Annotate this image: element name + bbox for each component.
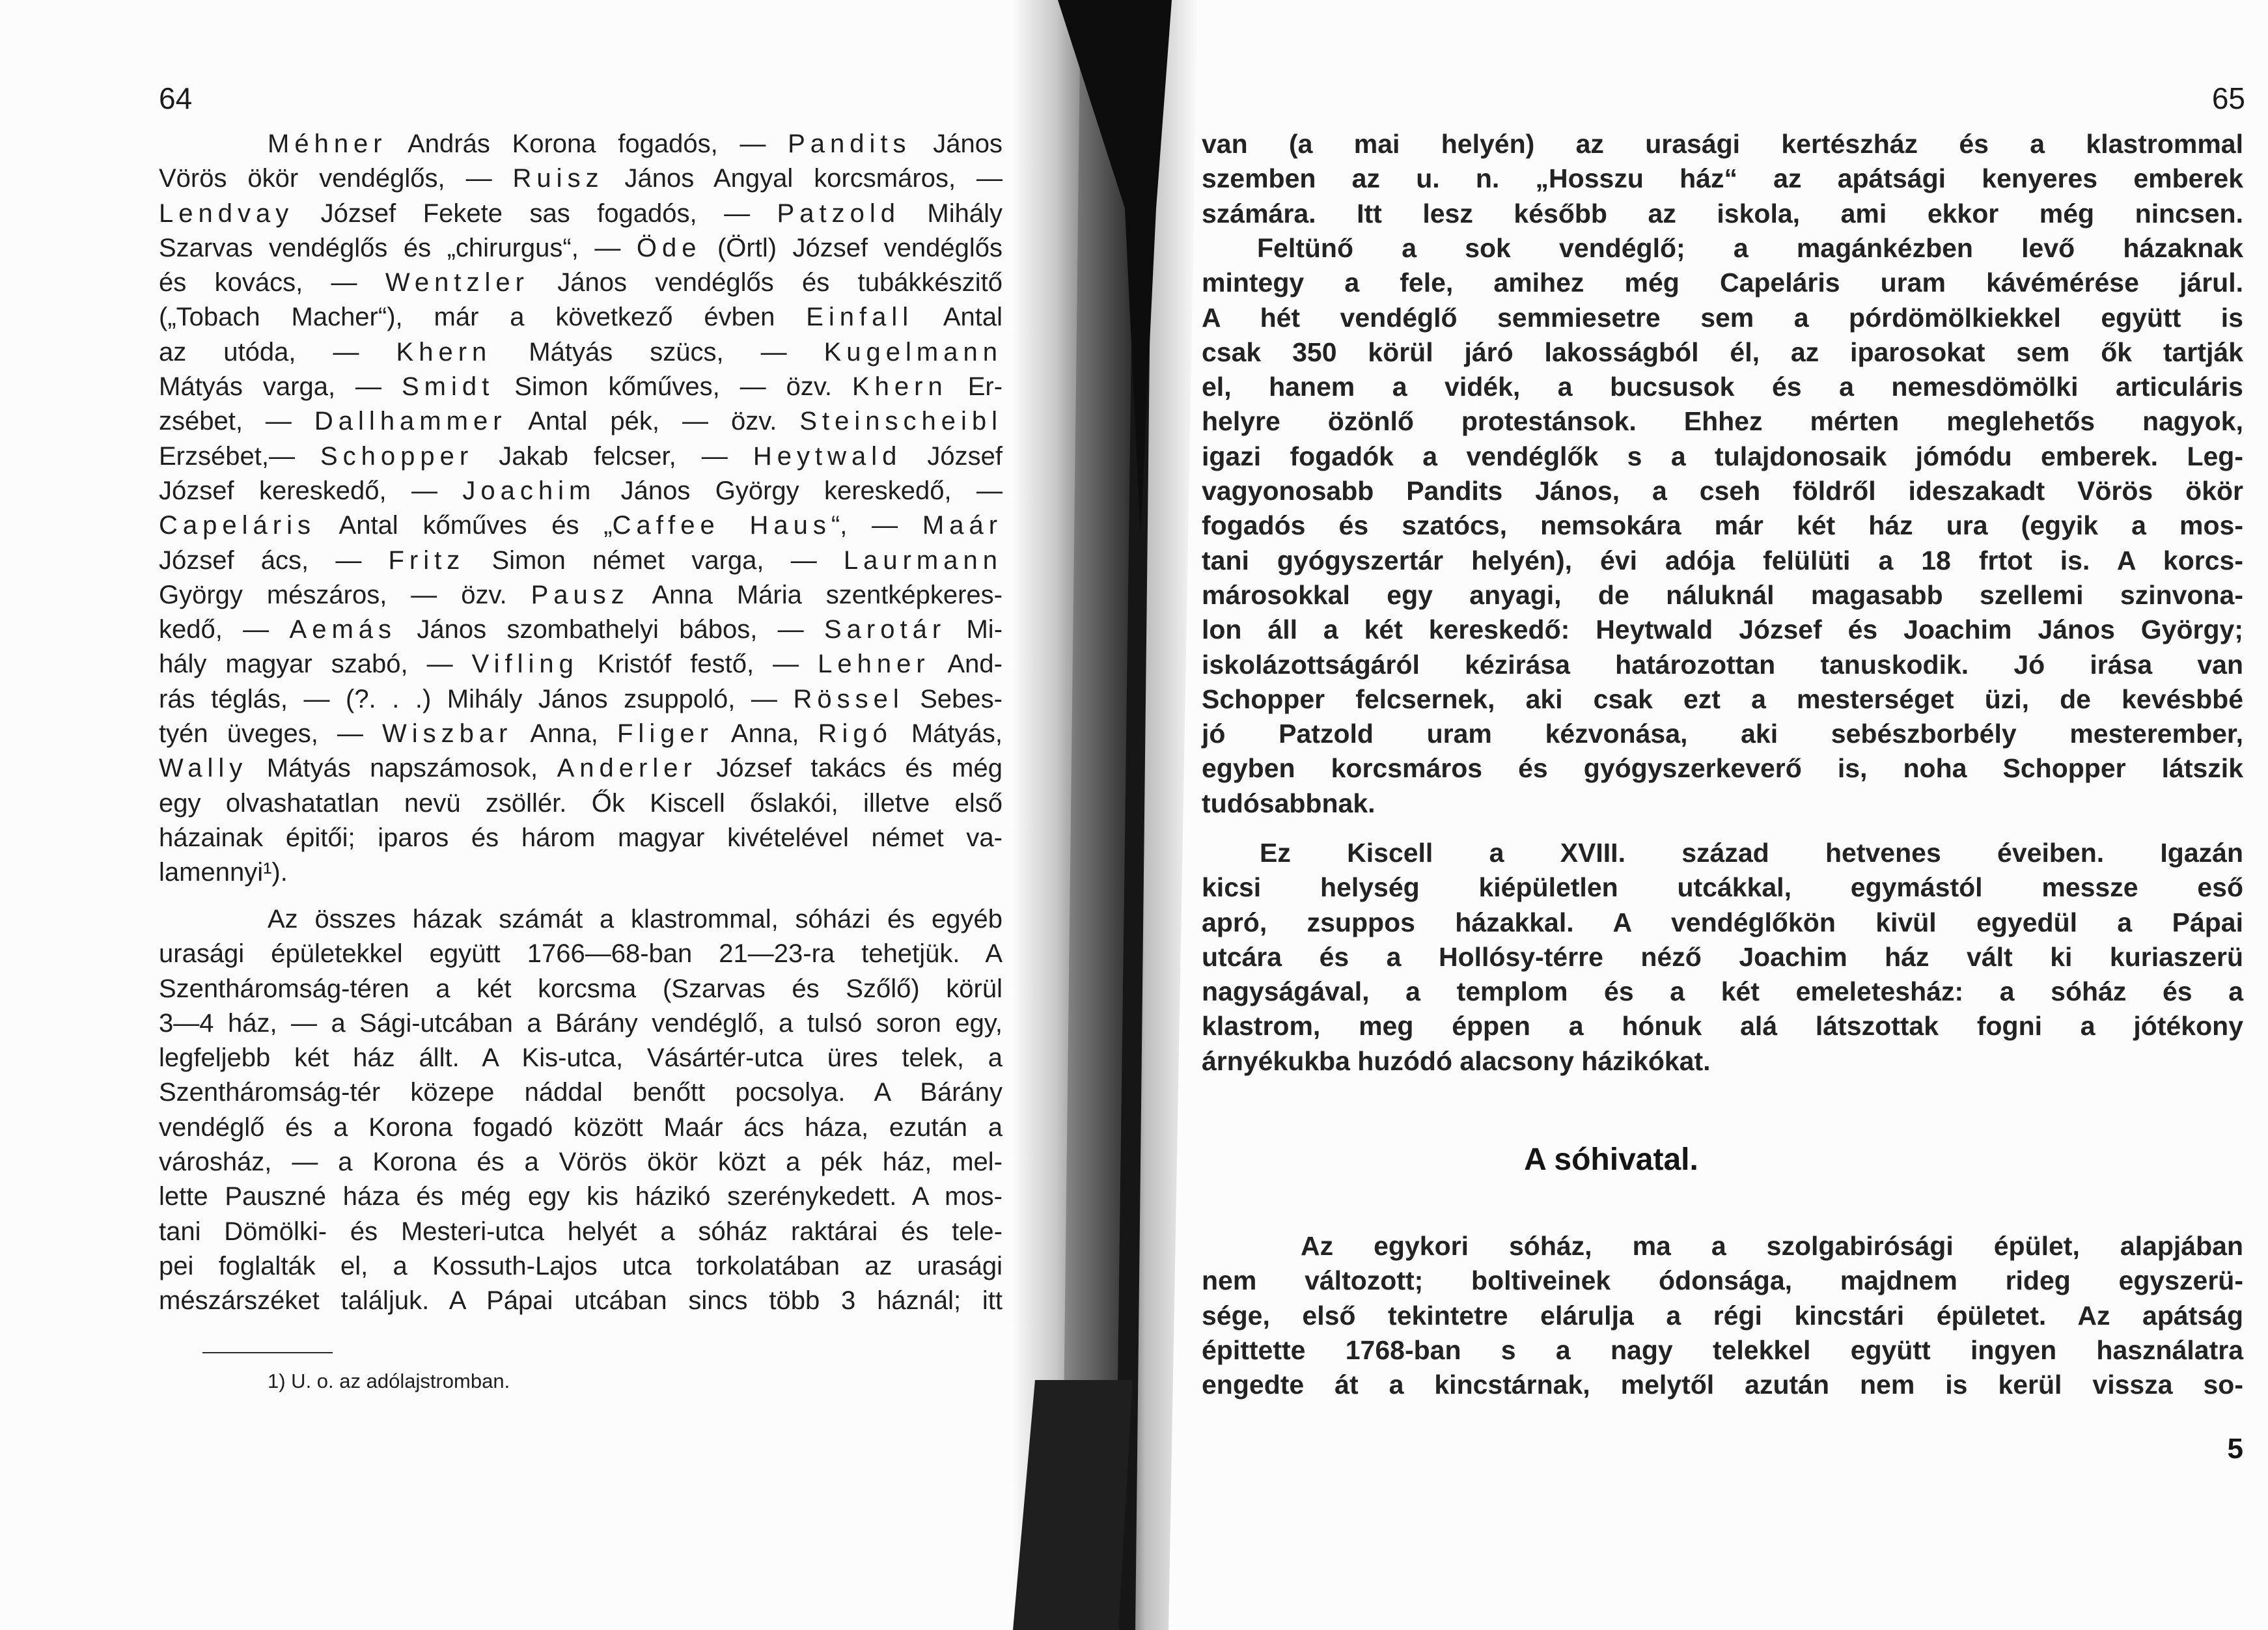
text-run: jó Patzold uram kézvonása, aki sebészborbély mesterember, <box>1202 719 2243 749</box>
text-run: József <box>902 441 1003 471</box>
spaced-name: Smidt <box>401 372 495 402</box>
text-run: nagyságával, a templom és a két emeletesház: a sóház és a <box>1202 976 2243 1007</box>
text-run: Mátyás, <box>892 719 1003 749</box>
text-line-content <box>1202 544 2243 578</box>
text-run: Jakab felcser, — <box>473 441 753 471</box>
text-run: sége, első tekintetre elárulja a régi kincstári épületet. Az apátság <box>1202 1300 2243 1331</box>
text-run: György mészáros, — özv. <box>159 580 531 609</box>
spaced-name: Wally <box>159 754 248 783</box>
text-line <box>1202 370 2243 404</box>
spaced-name: Vifling <box>471 650 579 679</box>
text-run: pei foglalták el, a Kossuth-Lajos utca torkolatában az urasági <box>159 1251 1003 1280</box>
spaced-name: Dallhammer <box>314 407 507 436</box>
text-line <box>1202 544 2243 578</box>
spaced-name: Caffee Haus <box>612 511 831 540</box>
spaced-name: Pandits <box>788 130 911 158</box>
text-run: utcára és a Hollósy-térre néző Joachim ház vált ki kuriaszerü <box>1202 941 2243 972</box>
text-run: épittette 1768-ban s a nagy telekkel együtt ingyen használatra <box>1202 1334 2243 1365</box>
text-line <box>1202 870 2243 905</box>
text-line-content <box>159 197 1003 231</box>
text-line <box>159 1006 1003 1041</box>
spaced-name: Wiszbar <box>382 719 513 749</box>
text-run: vagyonosabb Pandits János, a cseh földről ideszakadt Vörös ökör <box>1202 476 2243 506</box>
page-number: 64 <box>159 81 193 115</box>
text-run: Mátyás szücs, — <box>491 337 824 366</box>
text-line <box>159 647 1003 682</box>
text-line <box>1202 1333 2243 1368</box>
text-line-content <box>1202 613 2243 647</box>
text-line-content <box>1202 940 2243 974</box>
text-run: Antal <box>913 303 1003 332</box>
spaced-name: Wentzler <box>385 268 529 297</box>
text-run: fogadós és szatócs, nemsokára már két ház ura (egyik a mos- <box>1202 510 2243 541</box>
text-run: városház, — a Korona és a Vörös ökör közt a pék ház, mel- <box>159 1148 1003 1177</box>
text-run: egyben korcsmáros és gyógyszerkeverő is, noha Schopper látszik <box>1202 753 2243 784</box>
paragraph <box>1202 836 2243 1079</box>
text-line <box>159 717 1003 751</box>
text-line-content <box>159 1006 1003 1041</box>
text-run: “, — <box>831 511 922 540</box>
text-line-content <box>159 937 1003 971</box>
text-line-content <box>1202 1299 2243 1333</box>
text-line-content <box>1202 474 2243 508</box>
text-line <box>1202 508 2243 543</box>
text-line <box>1202 578 2243 613</box>
section-heading: A sóhivatal. <box>1524 1142 1698 1177</box>
text-line <box>159 1180 1003 1214</box>
text-line-content <box>159 578 1003 613</box>
text-run: Mi- <box>946 615 1003 644</box>
text-run: Antal pék, — özv. <box>506 407 800 436</box>
text-line-content <box>159 1284 1003 1318</box>
text-run: márosokkal egy anyagi, de náluknál magasabb szellemi szinvona- <box>1202 579 2243 610</box>
paragraph <box>159 127 1003 891</box>
text-run: János <box>911 130 1003 158</box>
text-run: helyre özönlő protestánsok. Ehhez mérten meglehetős nagyok, <box>1202 406 2243 437</box>
text-run: csak 350 körül járó lakosságból él, az iparosokat sem ők tartják <box>1202 337 2243 367</box>
text-run: Szentháromság-tér közepe náddal benőtt pocsolya. A Bárány <box>159 1078 1003 1107</box>
spaced-name: Heytwald <box>753 441 902 471</box>
text-run: József Fekete sas fogadós, — <box>294 199 777 228</box>
text-line-content <box>1202 1264 2243 1298</box>
text-line <box>159 1075 1003 1110</box>
text-run: Antal kőműves és „ <box>315 511 613 540</box>
text-line <box>1202 751 2243 786</box>
text-line <box>1202 786 2243 821</box>
text-run: egy olvashatatlan nevü zsöllér. Ők Kiscell őslakói, illetve első <box>159 788 1003 818</box>
text-line <box>1202 301 2243 335</box>
text-line-content <box>1257 231 2243 266</box>
text-line <box>1202 197 2243 231</box>
text-run: lette Pauszné háza és még egy kis házikó szerénykedett. A mos- <box>159 1182 1003 1211</box>
text-run: 3—4 ház, — a Sági-utcában a Bárány vendéglő, a tulsó soron egy, <box>159 1008 1003 1038</box>
spaced-name: Méhner <box>268 130 387 158</box>
text-line-content <box>159 821 1003 855</box>
text-run: tudósabbnak. <box>1202 788 1376 818</box>
text-line-content <box>1202 404 2243 439</box>
text-line-content <box>159 404 1003 439</box>
text-line <box>159 613 1003 647</box>
spaced-name: Aemás <box>289 615 397 644</box>
text-run: Simon kőműves, — özv. <box>494 372 852 402</box>
text-run: Mátyás varga, — <box>159 372 402 402</box>
text-run: András Korona fogadós, — <box>387 130 788 158</box>
text-run: Vörös ökör vendéglős, — <box>159 164 513 193</box>
text-run: mintegy a fele, amihez még Capeláris uram kávémérése járul. <box>1202 268 2243 298</box>
spaced-name: Ruisz <box>512 164 604 193</box>
text-run: kedő, — <box>159 615 290 644</box>
text-line <box>1202 1009 2243 1043</box>
text-line-content <box>1202 161 2243 196</box>
text-run: Mihály <box>900 199 1003 228</box>
text-line-content <box>159 439 1003 474</box>
text-line-content <box>159 1111 1003 1145</box>
text-run: tyén üveges, — <box>159 719 383 749</box>
text-line-content <box>159 161 1003 196</box>
paragraph <box>1202 127 2243 231</box>
text-line <box>1202 474 2243 508</box>
text-line-content <box>1202 1368 2243 1402</box>
text-line <box>1202 231 2243 266</box>
text-run: kicsi helység kiépületlen utcákkal, egymástól messze eső <box>1202 872 2243 903</box>
text-line <box>159 370 1003 404</box>
text-line-content <box>1202 1044 1711 1079</box>
text-run: hály magyar szabó, — <box>159 650 472 679</box>
text-line <box>159 474 1003 508</box>
text-line <box>1202 682 2243 717</box>
spaced-name: Rigó <box>818 719 892 749</box>
text-run: And- <box>930 650 1003 679</box>
text-line <box>159 300 1003 335</box>
spaced-name: Anderler <box>557 754 697 783</box>
text-line <box>159 1284 1003 1318</box>
text-line-content <box>1202 439 2243 474</box>
text-line <box>159 1041 1003 1075</box>
text-line <box>159 544 1003 578</box>
text-run: József kereskedő, — <box>159 476 463 505</box>
text-run: Anna, <box>713 719 818 749</box>
text-run: és kovács, — <box>159 268 385 297</box>
text-run: Az összes házak számát a klastrommal, sóházi és egyéb <box>268 905 1003 933</box>
text-line-content <box>1260 836 2243 870</box>
text-run: számára. Itt lesz később az iskola, ami ekkor még nincsen. <box>1202 198 2243 228</box>
text-run: igazi fogadók a vendéglők s a tulajdonosaik jómódu emberek. Leg- <box>1202 441 2243 471</box>
text-line-content <box>159 335 1003 370</box>
text-line <box>1202 266 2243 300</box>
spaced-name: Kugelmann <box>823 337 1003 366</box>
text-line-content <box>1202 1009 2243 1043</box>
spaced-name: Rössel <box>793 684 904 713</box>
text-line <box>1202 1229 2243 1264</box>
text-run: engedte át a kincstárnak, melytől azután nem is kerül vissza so- <box>1202 1370 2243 1400</box>
text-line <box>159 161 1003 196</box>
text-run: mészárszéket találjuk. A Pápai utcában sincs több 3 háznál; itt <box>159 1286 1003 1316</box>
text-line-content <box>159 266 1003 300</box>
text-line <box>1202 940 2243 974</box>
text-line <box>1202 404 2243 439</box>
text-line <box>159 1249 1003 1284</box>
spaced-name: Lendvay <box>159 199 294 228</box>
text-run: János György kereskedő, — <box>596 476 1003 505</box>
text-line-content <box>159 855 288 890</box>
text-line-content <box>1202 370 2243 404</box>
text-line <box>159 335 1003 370</box>
text-line-content <box>159 717 1003 751</box>
text-run: József ács, — <box>159 546 389 575</box>
text-line <box>1202 717 2243 751</box>
text-run: nem változott; boltiveinek ódonsága, majdnem rideg egyszerü- <box>1202 1265 2243 1296</box>
text-run: (Örtl) József vendéglős <box>701 233 1003 262</box>
text-run: Sebes- <box>904 684 1003 713</box>
text-line-content <box>159 751 1003 786</box>
text-line <box>159 821 1003 855</box>
text-line-content <box>159 647 1003 682</box>
text-line-content <box>1202 905 2243 940</box>
text-line <box>1202 127 2243 161</box>
text-run: Simon német varga, — <box>465 546 844 575</box>
text-run: Az egykori sóház, ma a szolgabirósági épület, alapjában <box>1301 1231 2243 1261</box>
text-line-content <box>1202 648 2243 682</box>
signature-mark: 5 <box>2227 1433 2243 1465</box>
spaced-name: Fritz <box>388 546 465 575</box>
text-line <box>159 786 1003 821</box>
text-line-content <box>159 613 1003 647</box>
spaced-name: Khern <box>851 372 948 402</box>
text-run: iskolázottságáról kézirása határozottan tanuskodik. Jó irása van <box>1202 649 2243 680</box>
page-number: 65 <box>2211 81 2245 115</box>
text-run: („Tobach Macher“), már a következő évben <box>159 303 807 332</box>
spaced-name: Khern <box>396 337 492 366</box>
text-run: árnyékukba huzódó alacsony házikókat. <box>1202 1045 1711 1076</box>
text-line <box>159 508 1003 543</box>
spaced-name: Maár <box>922 511 1003 540</box>
text-line-content <box>1202 786 1376 821</box>
text-line <box>159 266 1003 300</box>
text-run: Ez Kiscell a XVIII. század hetvenes éveiben. Igazán <box>1260 838 2243 868</box>
text-line <box>1202 335 2243 370</box>
spaced-name: Pausz <box>531 580 629 609</box>
text-line <box>159 682 1003 717</box>
text-line <box>1202 974 2243 1009</box>
spaced-name: Sarotár <box>823 615 947 644</box>
spaced-name: Joachim <box>462 476 596 505</box>
text-run: legfeljebb két ház állt. A Kis-utca, Vásártér-utca üres telek, a <box>159 1043 1003 1073</box>
text-run: Anna Mária szentképkeres- <box>629 580 1003 609</box>
text-line-content <box>159 508 1003 543</box>
text-run: Mátyás napszámosok, <box>247 754 557 783</box>
text-line-content <box>268 127 1003 161</box>
text-run: klastrom, meg éppen a hónuk alá látszottak fogni a jótékony <box>1202 1011 2243 1042</box>
text-run: tani gyógyszertár helyén), évi adója felülüti a 18 frtot is. A korcs- <box>1202 545 2243 575</box>
text-run: urasági épületekkel együtt 1766—68-ban 21—23-ra tehetjük. A <box>159 939 1003 969</box>
text-line <box>1202 1264 2243 1298</box>
text-line <box>159 197 1003 231</box>
text-run: Kristóf festő, — <box>578 650 818 679</box>
text-line-content <box>159 474 1003 508</box>
text-line-content <box>1202 751 2243 786</box>
text-line <box>1202 439 2243 474</box>
text-line <box>1202 613 2243 647</box>
text-line-content <box>1202 266 2243 300</box>
text-line-content <box>159 231 1003 266</box>
text-run: el, hanem a vidék, a bucsusok és a nemesdömölki articuláris <box>1202 372 2243 402</box>
text-line <box>1202 905 2243 940</box>
text-line <box>159 1215 1003 1249</box>
text-line <box>159 231 1003 266</box>
text-run: Er- <box>947 372 1003 402</box>
text-line <box>159 902 1003 937</box>
spaced-name: Lehner <box>818 650 930 679</box>
text-run: az utóda, — <box>159 337 396 366</box>
text-run: lon áll a két kereskedő: Heytwald József és Joachim János György; <box>1202 615 2243 645</box>
text-line-content <box>159 544 1003 578</box>
text-line-content <box>159 1145 1003 1180</box>
text-run: János szombathelyi bábos, — <box>396 615 824 644</box>
text-line-content <box>1202 974 2243 1009</box>
paragraph <box>159 902 1003 1319</box>
text-run: A hét vendéglő semmiesetre sem a pórdömölkiekkel együtt is <box>1202 302 2243 333</box>
text-line-content <box>159 1249 1003 1284</box>
text-line <box>1202 161 2243 196</box>
text-line-content <box>1202 197 2243 231</box>
text-line-content <box>159 972 1003 1006</box>
text-run: zsébet, — <box>159 407 314 436</box>
spaced-name: Fliger <box>617 719 714 749</box>
spaced-name: Einfall <box>806 303 914 332</box>
text-line <box>159 751 1003 786</box>
text-line <box>1202 1299 2243 1333</box>
spaced-name: Schopper <box>320 441 474 471</box>
text-line <box>159 578 1003 613</box>
text-run: Feltünő a sok vendéglő; a magánkézben levő házaknak <box>1257 233 2243 263</box>
text-line-content <box>1202 870 2243 905</box>
text-line <box>159 1111 1003 1145</box>
text-run: Szarvas vendéglős és „chirurgus“, — <box>159 233 637 262</box>
text-line-content <box>159 1180 1003 1214</box>
text-line-content <box>268 902 1003 937</box>
text-line-content <box>1202 682 2243 717</box>
spaced-name: Laurmann <box>843 546 1003 575</box>
text-run: Schopper felcsernek, aki csak ezt a mesterséget üzi, de kevésbbé <box>1202 684 2243 714</box>
text-line <box>1202 836 2243 870</box>
text-line <box>159 937 1003 971</box>
text-run: József takács és még <box>697 754 1003 783</box>
footnote-rule <box>202 1352 333 1353</box>
text-line-content <box>159 300 1003 335</box>
text-line-content <box>159 786 1003 821</box>
text-line-content <box>159 1215 1003 1249</box>
text-run: szemben az u. n. „Hosszu ház“ az apátsági kenyeres emberek <box>1202 163 2243 194</box>
text-line-content <box>159 682 1003 717</box>
spaced-name: Steinscheibl <box>799 407 1003 436</box>
text-run: Szentháromság-téren a két korcsma (Szarvas és Szőlő) körül <box>159 974 1003 1003</box>
text-line-content <box>1202 1333 2243 1368</box>
text-line-content <box>1301 1229 2243 1264</box>
paragraph <box>1202 231 2243 821</box>
spaced-name: Capeláris <box>159 511 316 540</box>
text-run: Anna, <box>512 719 617 749</box>
spaced-name: Öde <box>636 233 702 262</box>
text-line-content <box>1202 717 2243 751</box>
text-line-content <box>1202 127 2243 161</box>
text-line <box>159 972 1003 1006</box>
text-line <box>1202 648 2243 682</box>
text-run: vendéglő és a Korona fogadó között Maár ács háza, ezután a <box>159 1112 1003 1142</box>
paragraph <box>1202 1229 2243 1402</box>
spaced-name: Patzold <box>777 199 900 228</box>
text-line-content <box>1202 578 2243 613</box>
text-line <box>1202 1368 2243 1402</box>
text-line-content <box>1202 301 2243 335</box>
text-line-content <box>159 1041 1003 1075</box>
text-line <box>1202 1044 2243 1079</box>
text-run: János vendéglős és tubákkészitő <box>529 268 1003 297</box>
text-run: van (a mai helyén) az urasági kertészház és a klastrommal <box>1202 129 2243 159</box>
text-run: házainak épitői; iparos és három magyar kivételével német va- <box>159 823 1003 852</box>
text-line <box>159 1145 1003 1180</box>
text-line <box>159 439 1003 474</box>
text-run: rás téglás, — (?. . .) Mihály János zsuppoló, — <box>159 684 794 713</box>
text-line-content <box>1202 508 2243 543</box>
text-run: apró, zsuppos házakkal. A vendéglőkön kivül egyedül a Pápai <box>1202 907 2243 937</box>
text-line <box>159 855 1003 890</box>
text-line <box>159 404 1003 439</box>
text-run: lamennyi¹). <box>159 858 288 887</box>
text-line-content <box>1202 335 2243 370</box>
text-run: tani Dömölki- és Mesteri-utca helyét a sóház raktárai és tele- <box>159 1217 1003 1246</box>
text-line-content <box>159 1075 1003 1110</box>
text-run: János Angyal korcsmáros, — <box>603 164 1003 193</box>
text-run: Erzsébet,— <box>159 441 320 471</box>
text-line <box>159 127 1003 161</box>
footnote: 1) U. o. az adólajstromban. <box>268 1370 510 1392</box>
text-line-content <box>159 370 1003 404</box>
